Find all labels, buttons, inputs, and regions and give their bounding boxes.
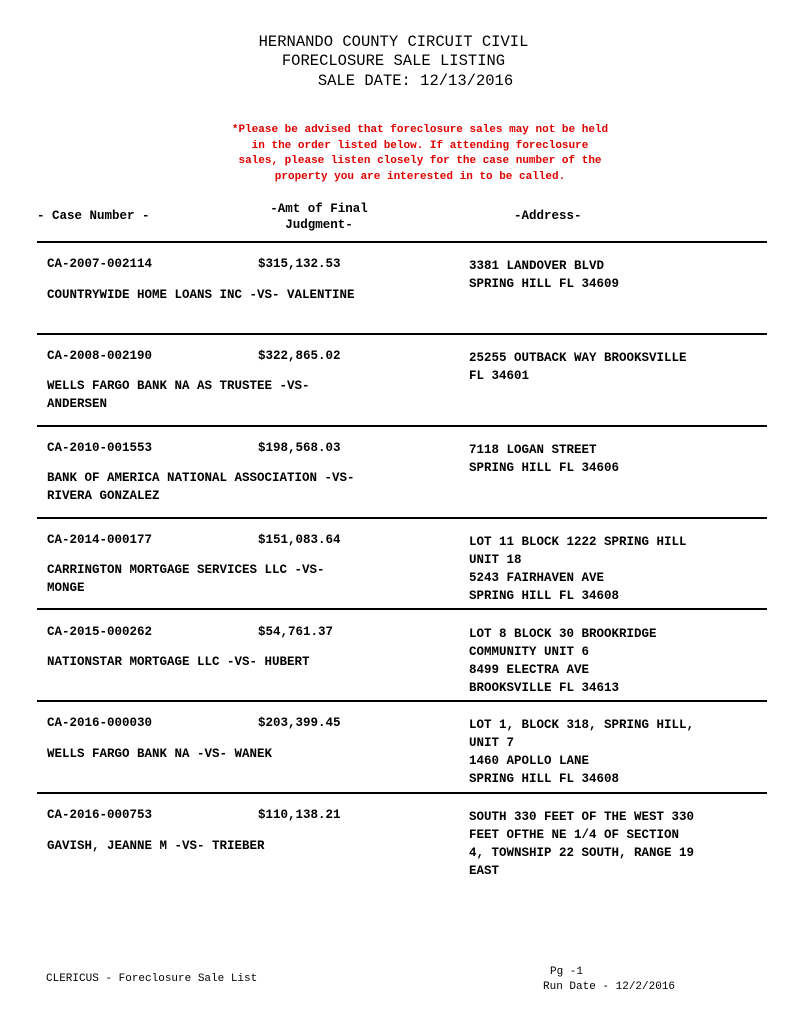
property-address: SOUTH 330 FEET OF THE WEST 330 FEET OFTHE NE 1/4 OF SECTION 4, TOWNSHIP 22 SOUTH, RANGE 19 EAST bbox=[469, 810, 695, 878]
judgment-amount: $322,865.02 bbox=[258, 349, 341, 363]
case-parties: BANK OF AMERICA NATIONAL ASSOCIATION -VS- RIVERA GONZALEZ bbox=[47, 471, 355, 503]
case-number: CA-2007-002114 bbox=[47, 257, 153, 271]
divider bbox=[37, 333, 767, 335]
footer-page-number: Pg -1 bbox=[550, 966, 584, 978]
column-header-case-number: - Case Number - bbox=[37, 209, 150, 223]
divider bbox=[37, 608, 767, 610]
case-parties: GAVISH, JEANNE M -VS- TRIEBER bbox=[47, 839, 265, 853]
judgment-amount: $151,083.64 bbox=[258, 533, 341, 547]
case-parties: CARRINGTON MORTGAGE SERVICES LLC -VS- MONGE bbox=[47, 563, 325, 595]
case-parties: NATIONSTAR MORTGAGE LLC -VS- HUBERT bbox=[47, 655, 310, 669]
footer-report-name: CLERICUS - Foreclosure Sale List bbox=[46, 973, 258, 985]
judgment-amount: $198,568.03 bbox=[258, 441, 341, 455]
column-header-amount bbox=[258, 201, 380, 233]
case-number: CA-2008-002190 bbox=[47, 349, 153, 363]
divider bbox=[37, 425, 767, 427]
judgment-amount: $315,132.53 bbox=[258, 257, 341, 271]
divider bbox=[37, 517, 767, 519]
judgment-amount: $110,138.21 bbox=[258, 808, 341, 822]
divider bbox=[37, 792, 767, 794]
property-address: 25255 OUTBACK WAY BROOKSVILLE FL 34601 bbox=[469, 351, 687, 383]
report-title-county: HERNANDO COUNTY CIRCUIT CIVIL bbox=[258, 33, 529, 51]
judgment-amount: $203,399.45 bbox=[258, 716, 341, 730]
divider bbox=[37, 700, 767, 702]
advisory-notice: *Please be advised that foreclosure sales may not be held in the order listed below. If attending foreclosure sales, please listen closely for the case number of the property you are interested in to be called. bbox=[231, 124, 609, 183]
column-header-amount-text: -Amt of Final Judgment- bbox=[270, 202, 368, 232]
property-address: LOT 11 BLOCK 1222 SPRING HILL UNIT 18 5243 FAIRHAVEN AVE SPRING HILL FL 34608 bbox=[469, 535, 687, 603]
property-address: LOT 8 BLOCK 30 BROOKRIDGE COMMUNITY UNIT 6 8499 ELECTRA AVE BROOKSVILLE FL 34613 bbox=[469, 627, 657, 695]
property-address: 7118 LOGAN STREET SPRING HILL FL 34606 bbox=[469, 443, 620, 475]
case-number: CA-2016-000030 bbox=[47, 716, 153, 730]
report-title-listing: FORECLOSURE SALE LISTING bbox=[281, 52, 506, 70]
report-sale-date: SALE DATE: 12/13/2016 bbox=[317, 72, 514, 90]
footer-run-date: Run Date - 12/2/2016 bbox=[543, 981, 676, 993]
case-number: CA-2016-000753 bbox=[47, 808, 153, 822]
case-parties: WELLS FARGO BANK NA -VS- WANEK bbox=[47, 747, 273, 761]
case-number: CA-2010-001553 bbox=[47, 441, 153, 455]
column-header-address: -Address- bbox=[514, 209, 582, 223]
case-parties: COUNTRYWIDE HOME LOANS INC -VS- VALENTINE bbox=[47, 288, 355, 302]
property-address: 3381 LANDOVER BLVD SPRING HILL FL 34609 bbox=[469, 259, 620, 291]
case-parties: WELLS FARGO BANK NA AS TRUSTEE -VS- ANDERSEN bbox=[47, 379, 310, 411]
case-number: CA-2014-000177 bbox=[47, 533, 153, 547]
judgment-amount: $54,761.37 bbox=[258, 625, 334, 639]
case-number: CA-2015-000262 bbox=[47, 625, 153, 639]
property-address: LOT 1, BLOCK 318, SPRING HILL, UNIT 7 1460 APOLLO LANE SPRING HILL FL 34608 bbox=[469, 718, 695, 786]
divider bbox=[37, 241, 767, 243]
